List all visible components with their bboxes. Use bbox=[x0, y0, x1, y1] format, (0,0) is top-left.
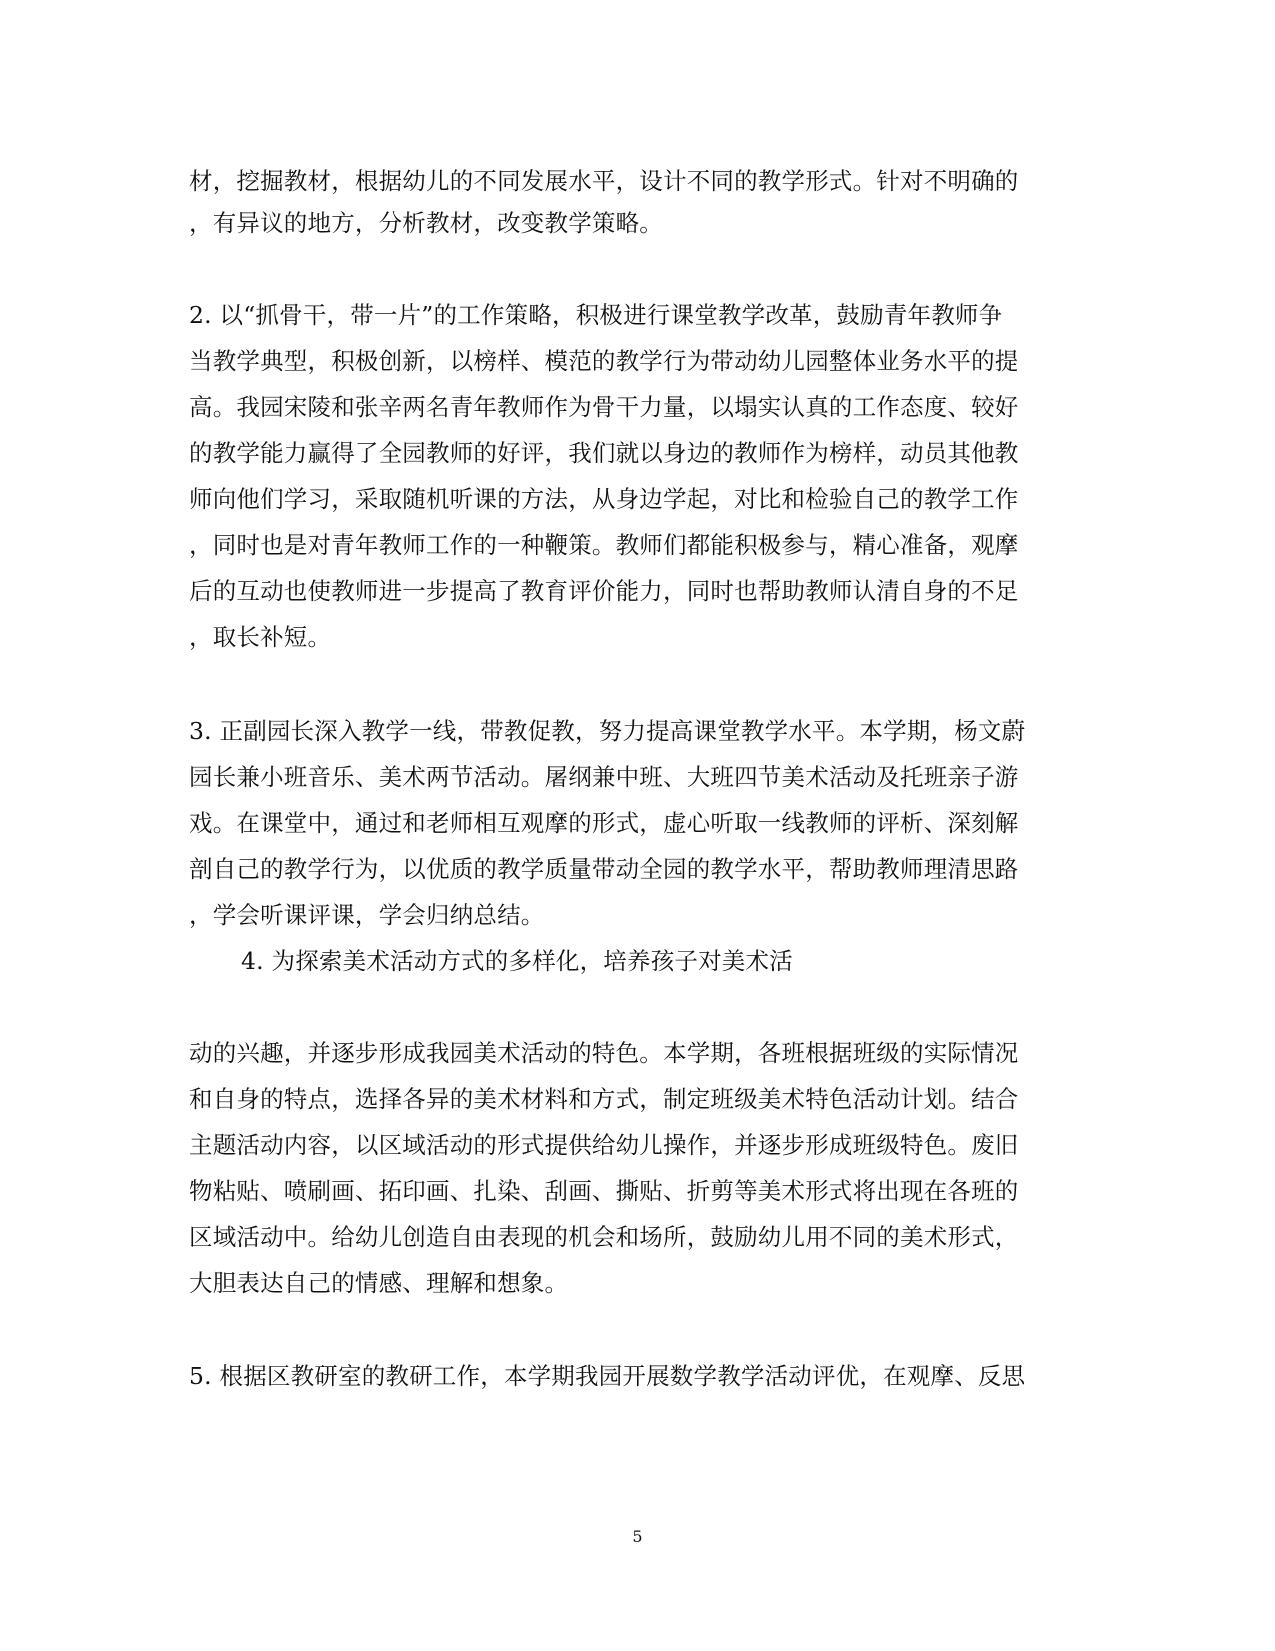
text-line: 2. 以“抓骨干，带一片”的工作策略，积极进行课堂教学改革，鼓励青年教师争 bbox=[189, 301, 1003, 329]
text-line: ，学会听课评课，学会归纳总结。 bbox=[189, 901, 545, 929]
text-line: 动的兴趣，并逐步形成我园美术活动的特色。本学期，各班根据班级的实际情况 bbox=[189, 1039, 1019, 1067]
text-line: 师向他们学习，采取随机听课的方法，从身边学起，对比和检验自己的教学工作 bbox=[189, 485, 1019, 513]
text-line: 3. 正副园长深入教学一线，带教促教，努力提高课堂教学水平。本学期，杨文蔚 bbox=[189, 717, 1026, 745]
text-line: 区域活动中。给幼儿创造自由表现的机会和场所，鼓励幼儿用不同的美术形式， bbox=[189, 1223, 1019, 1251]
text-line: 主题活动内容，以区域活动的形式提供给幼儿操作，并逐步形成班级特色。废旧 bbox=[189, 1131, 1019, 1159]
page-number: 5 bbox=[632, 1527, 643, 1546]
text-line: 和自身的特点，选择各异的美术材料和方式，制定班级美术特色活动计划。结合 bbox=[189, 1085, 1019, 1113]
text-line: ，有异议的地方，分析教材，改变教学策略。 bbox=[189, 209, 663, 237]
text-line: 大胆表达自己的情感、理解和想象。 bbox=[189, 1269, 569, 1297]
text-line: 物粘贴、喷刷画、拓印画、扎染、刮画、撕贴、折剪等美术形式将出现在各班的 bbox=[189, 1177, 1019, 1205]
text-line: 园长兼小班音乐、美术两节活动。屠纲兼中班、大班四节美术活动及托班亲子游 bbox=[189, 763, 1019, 791]
text-line: 当教学典型，积极创新，以榜样、模范的教学行为带动幼儿园整体业务水平的提 bbox=[189, 347, 1019, 375]
text-line: 剖自己的教学行为，以优质的教学质量带动全园的教学水平，帮助教师理清思路 bbox=[189, 855, 1019, 883]
text-line: 后的互动也使教师进一步提高了教育评价能力，同时也帮助教师认清自身的不足 bbox=[189, 577, 1019, 605]
text-line: ，取长补短。 bbox=[189, 623, 332, 651]
text-line: 戏。在课堂中，通过和老师相互观摩的形式，虚心听取一线教师的评析、深刻解 bbox=[189, 809, 1019, 837]
text-line: 的教学能力赢得了全园教师的好评，我们就以身边的教师作为榜样，动员其他教 bbox=[189, 439, 1019, 467]
text-line: 4. 为探索美术活动方式的多样化，培养孩子对美术活 bbox=[241, 947, 793, 975]
text-line: 5. 根据区教研室的教研工作，本学期我园开展数学教学活动评优，在观摩、反思 bbox=[189, 1362, 1026, 1390]
text-line: ，同时也是对青年教师工作的一种鞭策。教师们都能积极参与，精心准备，观摩 bbox=[189, 531, 1019, 559]
text-line: 材，挖掘教材，根据幼儿的不同发展水平，设计不同的教学形式。针对不明确的 bbox=[189, 167, 1019, 195]
text-line: 高。我园宋陵和张辛两名青年教师作为骨干力量，以塌实认真的工作态度、较好 bbox=[189, 393, 1019, 421]
